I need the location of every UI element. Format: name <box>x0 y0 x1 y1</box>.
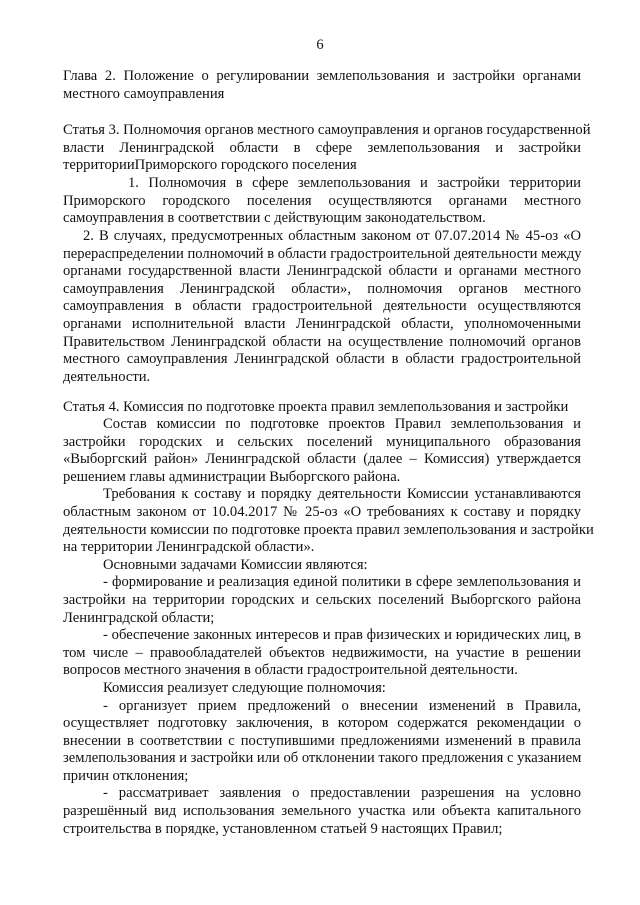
page-number: 6 <box>316 37 324 53</box>
article-3-heading <box>63 122 591 175</box>
text-line: власти Ленинградской области в сфере землепользования и застройки <box>63 139 581 156</box>
article-3-paragraph-2 <box>63 228 581 386</box>
text-line: Правительством Ленинградской области на осуществление полномочий органов <box>63 333 581 350</box>
text-line: застройки на территории городских и сельских поселений Выборгского района <box>63 591 581 608</box>
text-line: разрешённый вид использования земельного участка или объекта капитального <box>63 803 581 820</box>
text-line: органами государственной власти Ленинградской области и органами местного <box>63 263 581 280</box>
text-line: Статья 3. Полномочия органов местного самоуправления и органов государственной <box>63 122 591 138</box>
text-line: деятельности. <box>63 368 151 385</box>
text-line: самоуправления Ленинградской области», полномочия органов местного <box>63 280 581 297</box>
text-line: «Выборгский район» Ленинградской области (далее – Комиссия) утверждается <box>63 451 581 468</box>
text-line: Основными задачами Комиссии являются: <box>103 556 368 573</box>
text-line: Комиссия реализует следующие полномочия: <box>103 679 386 696</box>
article-4-heading <box>63 399 581 417</box>
text-line: причин отклонения; <box>63 767 189 784</box>
text-line: - организует прием предложений о внесении изменений в Правила, <box>103 697 581 714</box>
text-line: Требования к составу и порядку деятельности Комиссии устанавливаются <box>103 486 581 503</box>
text-line: том числе – правообладателей объектов недвижимости, на участие в решении <box>63 644 581 661</box>
text-line: 1. Полномочия в сфере землепользования и застройки территории <box>128 175 581 191</box>
text-line: землепользования и застройки или об отклонении такого предложения с указанием <box>63 750 582 767</box>
text-line: местного самоуправления Ленинградской области в области градостроительной <box>63 351 581 368</box>
text-line: - рассматривает заявления о предоставлении разрешения на условно <box>103 785 581 802</box>
text-line: Статья 4. Комиссия по подготовке проекта правил землепользования и застройки <box>63 399 569 415</box>
text-line: - обеспечение законных интересов и прав физических и юридических лиц, в <box>103 627 581 644</box>
text-line: вопросов местного значения в области градостроительной деятельности. <box>63 662 518 679</box>
text-line: решением главы администрации Выборгского района. <box>63 468 401 485</box>
text-line: местного самоуправления <box>63 85 225 102</box>
text-line: Глава 2. Положение о регулировании землепользования и застройки органами <box>63 68 581 84</box>
text-line: самоуправления в области градостроительной деятельности осуществляются <box>63 298 581 315</box>
text-line: 2. В случаях, предусмотренных областным законом от 07.07.2014 № 45-оз «О <box>83 228 581 244</box>
article-4-body <box>63 416 594 838</box>
text-line: деятельности комиссии по подготовке проекта правил землепользования и застройки <box>63 521 594 538</box>
text-line: - формирование и реализация единой политики в сфере землепользования и <box>103 574 581 591</box>
text-line: Ленинградской области; <box>63 609 215 626</box>
text-line: на территории Ленинградской области». <box>63 539 315 556</box>
chapter-heading <box>63 68 581 103</box>
text-line: осуществляет подготовку заключения, в котором содержатся рекомендации о <box>63 715 581 732</box>
text-line: внесении в соответствии с поступившими предложениями изменений в правила <box>63 732 581 749</box>
text-line: самоуправления в соответствии с действующим законодательством. <box>63 210 486 227</box>
article-3-paragraph-1 <box>63 175 581 228</box>
text-line: строительства в порядке, установленном статьей 9 настоящих Правил; <box>63 820 503 837</box>
text-line: территорииПриморского городского поселения <box>63 157 357 174</box>
text-line: Состав комиссии по подготовке проектов Правил землепользования и <box>103 416 581 432</box>
text-line: областным законом от 10.04.2017 № 25-оз «О требованиях к составу и порядку <box>63 503 581 520</box>
text-line: перераспределении полномочий в области градостроительной деятельности между <box>63 245 582 262</box>
text-line: Приморского городского поселения осуществляются органами местного <box>63 192 581 209</box>
text-line: застройки городских и сельских поселений муниципального образования <box>63 433 581 450</box>
text-line: органами исполнительной власти Ленинградской области, уполномоченными <box>63 315 581 332</box>
